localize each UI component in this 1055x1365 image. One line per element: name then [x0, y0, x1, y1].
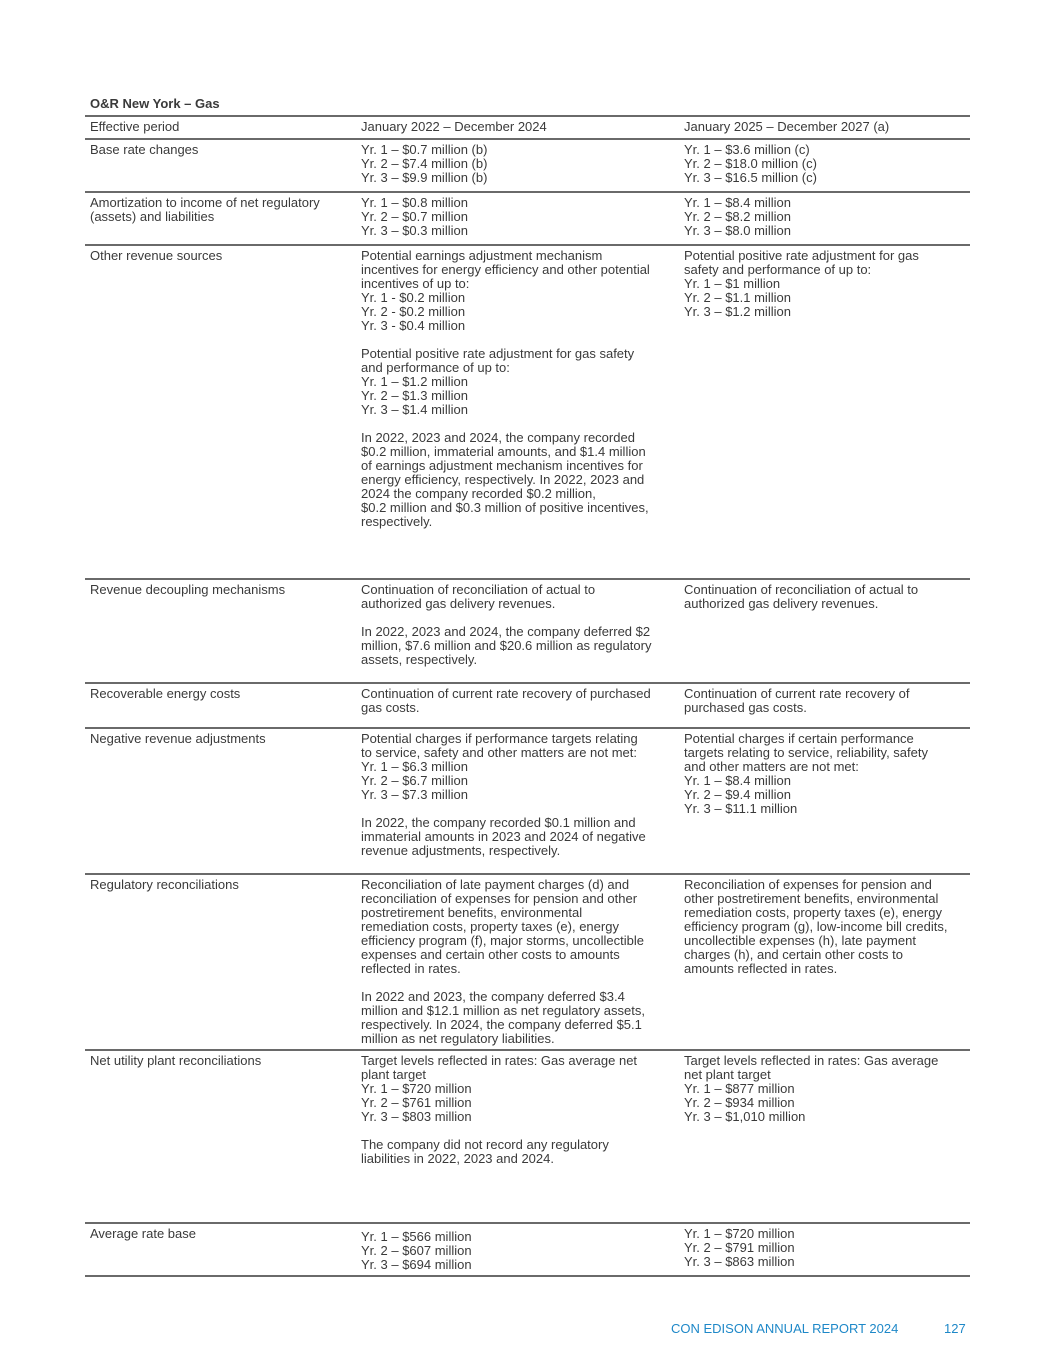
cell-label	[90, 1054, 350, 1068]
cell-paragraph: Yr. 1 – $0.8 million Yr. 2 – $0.7 million Yr. 3 – $0.3 million	[361, 195, 468, 238]
table-header-row	[85, 117, 970, 140]
cell-paragraph: In 2022, 2023 and 2024, the company recorded $0.2 million, immaterial amounts, and $1.4 million of earnings adjustment mechanism incentives for energy efficiency, respectively. In 2022, 2023 and 2024 the company recorded $0.2 million, $0.2 million and $0.3 million of positive incentives, respectively.	[361, 430, 649, 529]
cell-label	[90, 143, 350, 157]
cell-paragraph: Reconciliation of expenses for pension and other postretirement benefits, environmental remediation costs, property taxes (e), energy efficiency program (g), low-income bill credits, uncollectible expenses (h), late payment charges (h), and certain other costs to amounts reflected in rates.	[684, 877, 948, 976]
cell-paragraph: Regulatory reconciliations	[90, 877, 239, 892]
cell-paragraph: Potential charges if certain performance targets relating to service, reliability, safety and other matters are not met: Yr. 1 – $8.4 million Yr. 2 – $9.4 million Yr. 3 – $11.1 million	[684, 731, 928, 816]
cell-paragraph: In 2022 and 2023, the company deferred $3.4 million and $12.1 million as net regulatory assets, respectively. In 2024, the company deferred $5.1 million as net regulatory liabilities.	[361, 989, 645, 1046]
cell-label	[90, 732, 350, 746]
cell-prior-period	[361, 1230, 676, 1272]
table-row	[85, 1051, 970, 1224]
table-title: O&R New York – Gas	[90, 96, 220, 111]
cell-paragraph: Recoverable energy costs	[90, 686, 241, 701]
page-number: 127	[944, 1321, 966, 1336]
cell-prior-period	[361, 732, 676, 858]
cell-paragraph: Potential positive rate adjustment for gas safety and performance of up to: Yr. 1 – $1.2 million Yr. 2 – $1.3 million Yr. 3 – $1.4 million	[361, 346, 635, 417]
cell-label	[90, 196, 350, 224]
table-row	[85, 875, 970, 1051]
table-row	[85, 580, 970, 684]
cell-label	[90, 687, 350, 701]
cell-paragraph: January 2022 – December 2024	[361, 119, 547, 134]
cell-paragraph: Yr. 1 – $720 million Yr. 2 – $791 million Yr. 3 – $863 million	[684, 1226, 795, 1269]
cell-paragraph: Yr. 1 – $0.7 million (b) Yr. 2 – $7.4 million (b) Yr. 3 – $9.9 million (b)	[361, 142, 488, 185]
cell-label	[90, 878, 350, 892]
table-row	[85, 140, 970, 193]
cell-current-period	[684, 687, 969, 715]
table-row	[85, 684, 970, 729]
cell-prior-period	[361, 249, 676, 529]
table-row	[85, 729, 970, 875]
cell-paragraph: Average rate base	[90, 1226, 196, 1241]
cell-prior-period	[361, 143, 676, 185]
cell-paragraph: The company did not record any regulatory liabilities in 2022, 2023 and 2024.	[361, 1137, 609, 1166]
cell-paragraph: Yr. 1 – $566 million Yr. 2 – $607 million Yr. 3 – $694 million	[361, 1229, 472, 1272]
cell-paragraph: Target levels reflected in rates: Gas average net plant target Yr. 1 – $877 million Yr. 2 – $934 million Yr. 3 – $1,010 million	[684, 1053, 939, 1124]
cell-paragraph: Revenue decoupling mechanisms	[90, 582, 286, 597]
cell-paragraph: Negative revenue adjustments	[90, 731, 266, 746]
cell-current-period	[684, 1227, 969, 1269]
cell-prior-period	[361, 687, 676, 715]
cell-prior-period	[361, 196, 676, 238]
table-row	[85, 246, 970, 580]
cell-paragraph: Potential positive rate adjustment for gas safety and performance of up to: Yr. 1 – $1 million Yr. 2 – $1.1 million Yr. 3 – $1.2 million	[684, 248, 919, 319]
table-row	[85, 1224, 970, 1277]
cell-current-period	[684, 732, 969, 816]
cell-paragraph: In 2022, the company recorded $0.1 million and immaterial amounts in 2023 and 2024 of negative revenue adjustments, respectively.	[361, 815, 646, 858]
cell-paragraph: Continuation of reconciliation of actual to authorized gas delivery revenues.	[361, 582, 596, 611]
cell-prior-period	[361, 120, 676, 134]
cell-label	[90, 120, 350, 134]
rate-plan-table	[85, 115, 970, 1277]
cell-current-period	[684, 249, 969, 319]
cell-label	[90, 1227, 350, 1241]
cell-current-period	[684, 583, 969, 611]
cell-paragraph: Yr. 1 – $8.4 million Yr. 2 – $8.2 million Yr. 3 – $8.0 million	[684, 195, 791, 238]
cell-paragraph: Amortization to income of net regulatory (assets) and liabilities	[90, 195, 320, 224]
cell-paragraph: Potential charges if performance targets relating to service, safety and other matters are not met: Yr. 1 – $6.3 million Yr. 2 – $6.7 million Yr. 3 – $7.3 million	[361, 731, 638, 802]
cell-paragraph: Yr. 1 – $3.6 million (c) Yr. 2 – $18.0 million (c) Yr. 3 – $16.5 million (c)	[684, 142, 817, 185]
cell-paragraph: Target levels reflected in rates: Gas average net plant target Yr. 1 – $720 million Yr. 2 – $761 million Yr. 3 – $803 million	[361, 1053, 638, 1124]
cell-paragraph: Effective period	[90, 119, 180, 134]
cell-current-period	[684, 196, 969, 238]
cell-paragraph: Other revenue sources	[90, 248, 223, 263]
cell-current-period	[684, 120, 969, 134]
cell-current-period	[684, 878, 969, 976]
cell-prior-period	[361, 583, 676, 667]
cell-prior-period	[361, 1054, 676, 1166]
cell-prior-period	[361, 878, 676, 1046]
cell-current-period	[684, 143, 969, 185]
cell-label	[90, 583, 350, 597]
footer-report-title: CON EDISON ANNUAL REPORT 2024	[671, 1321, 899, 1336]
cell-paragraph: Continuation of current rate recovery of purchased gas costs.	[361, 686, 651, 715]
cell-label	[90, 249, 350, 263]
cell-paragraph: Base rate changes	[90, 142, 199, 157]
cell-paragraph: January 2025 – December 2027 (a)	[684, 119, 890, 134]
cell-current-period	[684, 1054, 969, 1124]
cell-paragraph: Net utility plant reconciliations	[90, 1053, 262, 1068]
cell-paragraph: Potential earnings adjustment mechanism incentives for energy efficiency and other potential incentives of up to: Yr. 1 - $0.2 million Yr. 2 - $0.2 million Yr. 3 - $0.4 million	[361, 248, 650, 333]
cell-paragraph: Reconciliation of late payment charges (d) and reconciliation of expenses for pension and other postretirement benefits, environmental remediation costs, property taxes (e), energy efficiency program (f), major storms, uncollectible expenses and certain other costs to amounts reflected in rates.	[361, 877, 644, 976]
cell-paragraph: In 2022, 2023 and 2024, the company deferred $2 million, $7.6 million and $20.6 million as regulatory assets, respectively.	[361, 624, 652, 667]
table-row	[85, 193, 970, 246]
cell-paragraph: Continuation of reconciliation of actual to authorized gas delivery revenues.	[684, 582, 919, 611]
cell-paragraph: Continuation of current rate recovery of purchased gas costs.	[684, 686, 910, 715]
